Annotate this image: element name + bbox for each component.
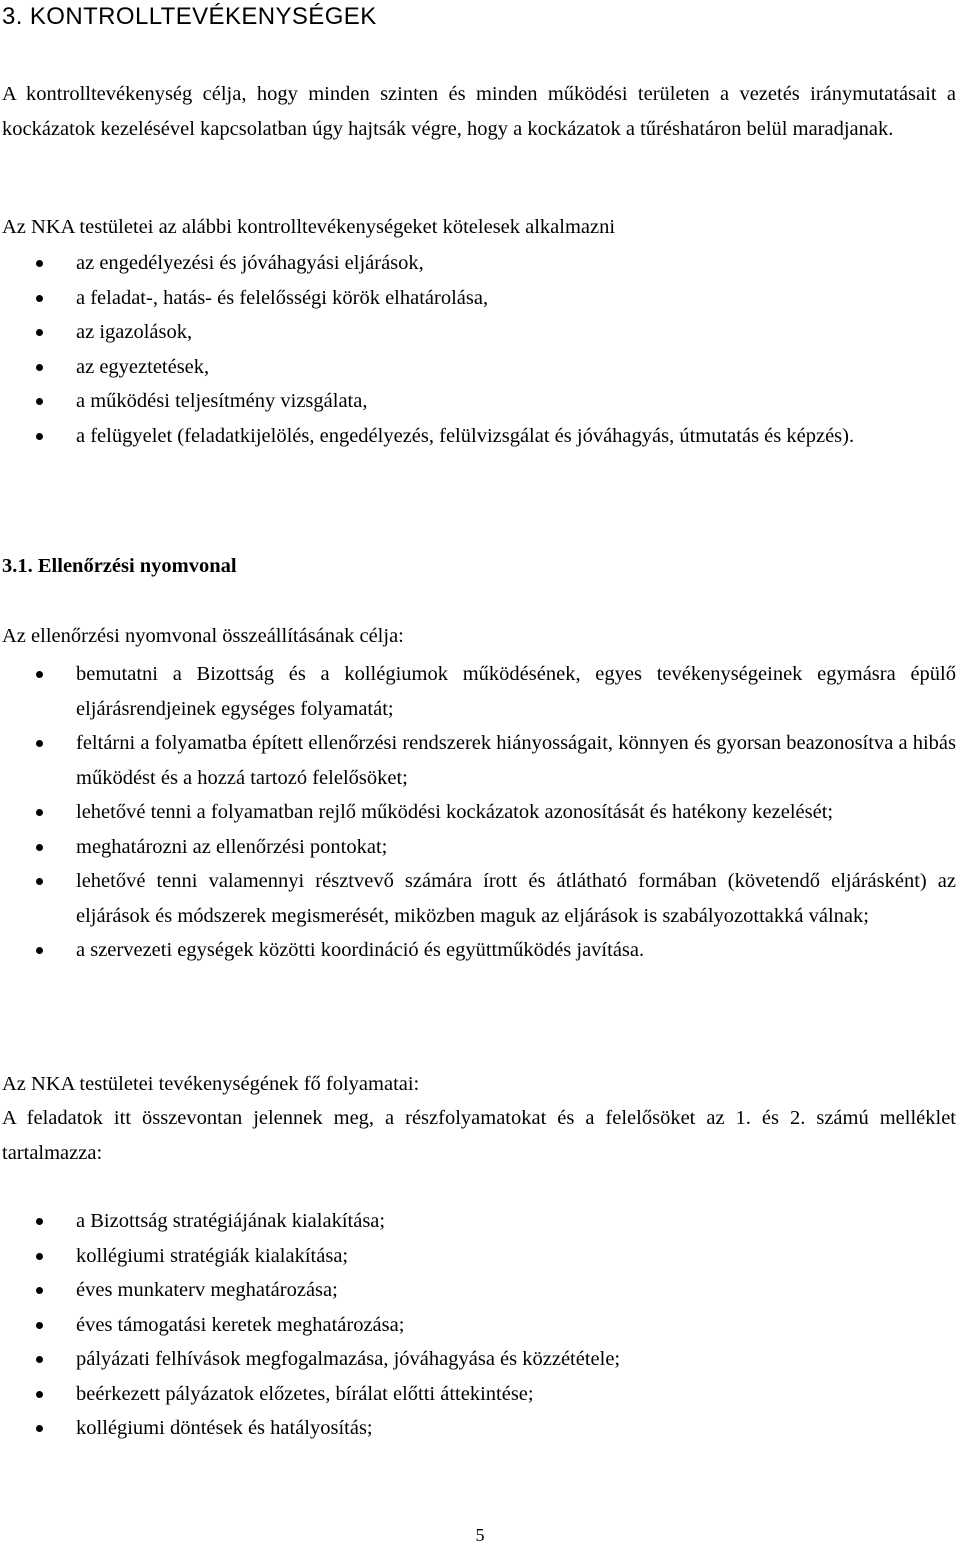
bullet-icon <box>36 878 43 885</box>
list-item <box>0 726 956 795</box>
list-item-text: lehetővé tenni a folyamatban rejlő működési kockázatok azonosítását és hatékony kezelését; <box>76 801 834 823</box>
bullet-icon <box>36 671 43 678</box>
list-item-text: éves támogatási keretek meghatározása; <box>76 1313 405 1336</box>
list-item-text: a Bizottság stratégiájának kialakítása; <box>76 1210 386 1232</box>
list-item <box>0 864 956 933</box>
list-item-text: lehetővé tenni valamennyi résztvevő számára írott és átlátható formában (követendő eljárásként) az eljárások és módszerek megismerését, miközben maguk az eljárások is szabályozottakká válnak; <box>76 870 956 927</box>
processes-paragraph: A feladatok itt összevontan jelennek meg, a részfolyamatokat és a felelősöket az 1. és 2. számú melléklet tartalmazza: <box>2 1107 956 1164</box>
page-number: 5 <box>475 1525 485 1545</box>
audit-trail-list <box>0 657 956 968</box>
list-item-text: kollégiumi stratégiák kialakítása; <box>76 1244 349 1267</box>
bullet-icon <box>36 398 43 405</box>
bullet-icon <box>36 1425 43 1432</box>
list-item-text: meghatározni az ellenőrzési pontokat; <box>76 835 388 858</box>
list-item-text: éves munkaterv meghatározása; <box>76 1279 338 1301</box>
bullet-icon <box>36 947 43 954</box>
list-item <box>0 350 956 385</box>
list-item <box>0 795 956 830</box>
list-item <box>0 1411 956 1446</box>
list-item <box>0 1239 956 1274</box>
list-item <box>0 1377 956 1412</box>
list-item-text: pályázati felhívások megfogalmazása, jóváhagyása és közzététele; <box>76 1348 621 1370</box>
bullet-icon <box>36 1322 43 1329</box>
section-heading: 3.1. Ellenőrzési nyomvonal <box>2 555 237 577</box>
controls-list <box>0 246 956 453</box>
list-item <box>0 1273 956 1308</box>
processes-list <box>0 1204 956 1446</box>
list-item <box>0 315 956 350</box>
list-item-text: a feladat-, hatás- és felelősségi körök elhatárolása, <box>76 286 489 309</box>
processes-lead: Az NKA testületei tevékenységének fő folyamatai: <box>2 1073 420 1095</box>
bullet-icon <box>36 809 43 816</box>
bullet-icon <box>36 329 43 336</box>
list-item-text: a működési teljesítmény vizsgálata, <box>76 390 368 412</box>
bullet-icon <box>36 844 43 851</box>
list-item <box>0 384 956 419</box>
list-item <box>0 281 956 316</box>
bullet-icon <box>36 260 43 267</box>
list-item-text: beérkezett pályázatok előzetes, bírálat előtti áttekintése; <box>76 1382 534 1405</box>
list-item-text: az egyeztetések, <box>76 355 210 378</box>
bullet-icon <box>36 740 43 747</box>
page-title: 3. KONTROLLTEVÉKENYSÉGEK <box>2 3 377 30</box>
bullet-icon <box>36 1287 43 1294</box>
list-item-text: a felügyelet (feladatkijelölés, engedélyezés, felülvizsgálat és jóváhagyás, útmutatás és képzés). <box>76 424 855 447</box>
bullet-icon <box>36 1356 43 1363</box>
bullet-icon <box>36 1218 43 1225</box>
intro-paragraph: A kontrolltevékenység célja, hogy minden szinten és minden működési területen a vezetés iránymutatásait a kockázatok kezelésével kapcsolatban úgy hajtsák végre, hogy a kockázatok a tűréshatáron belül maradjanak. <box>2 83 956 140</box>
list-item-text: feltárni a folyamatba épített ellenőrzési rendszerek hiányosságait, könnyen és gyorsan beazonosítva a hibás működést és a hozzá tartozó felelősöket; <box>76 732 956 789</box>
list-item <box>0 657 956 726</box>
bullet-icon <box>36 433 43 440</box>
bullet-icon <box>36 295 43 302</box>
list-item <box>0 1342 956 1377</box>
list-item <box>0 830 956 865</box>
list-item-text: az engedélyezési és jóváhagyási eljárások, <box>76 252 424 274</box>
bullet-icon <box>36 1253 43 1260</box>
list-item <box>0 1308 956 1343</box>
list-item-text: az igazolások, <box>76 321 193 343</box>
list-item-text: a szervezeti egységek közötti koordináció és együttműködés javítása. <box>76 939 645 961</box>
section-lead: Az ellenőrzési nyomvonal összeállításának célja: <box>2 625 404 647</box>
list-item-text: bemutatni a Bizottság és a kollégiumok működésének, egyes tevékenységeinek egymásra épülő eljárásrendjeinek egységes folyamatát; <box>76 663 956 720</box>
list-item <box>0 1204 956 1239</box>
list-item <box>0 933 956 968</box>
list-item <box>0 419 956 454</box>
bullet-icon <box>36 364 43 371</box>
bullet-icon <box>36 1391 43 1398</box>
list-item <box>0 246 956 281</box>
list-item-text: kollégiumi döntések és hatályosítás; <box>76 1417 373 1439</box>
controls-lead: Az NKA testületei az alábbi kontrolltevékenységeket kötelesek alkalmazni <box>2 216 616 238</box>
